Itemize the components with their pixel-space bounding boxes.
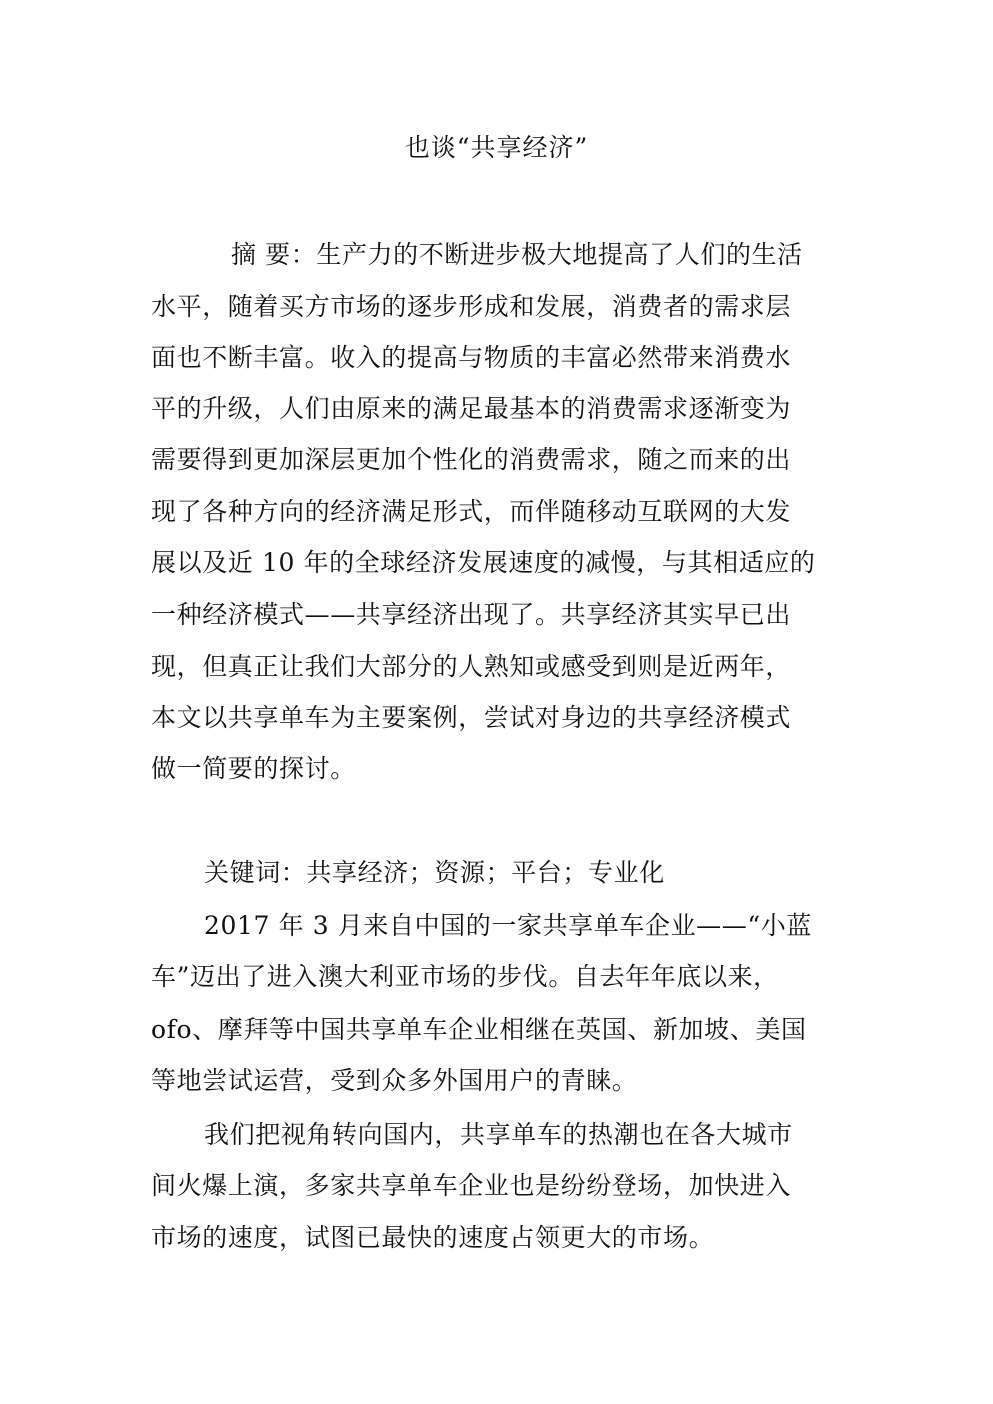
abstract-line: 现了各种方向的经济满足形式，而伴随移动互联网的大发 bbox=[151, 497, 792, 526]
abstract-line: 展以及近 10 年的全球经济发展速度的减慢，与其相适应的 bbox=[151, 548, 816, 577]
paragraph-line: 间火爆上演，多家共享单车企业也是纷纷登场，加快进入 bbox=[151, 1171, 792, 1200]
abstract-line: 水平，随着买方市场的逐步形成和发展，消费者的需求层 bbox=[151, 292, 792, 321]
abstract-line: 需要得到更加深层更加个性化的消费需求，随之而来的出 bbox=[151, 445, 792, 474]
abstract-line: 本文以共享单车为主要案例，尝试对身边的共享经济模式 bbox=[151, 703, 792, 732]
abstract-line: 平的升级，人们由原来的满足最基本的消费需求逐渐变为 bbox=[151, 394, 792, 423]
paragraph-line: 市场的速度，试图已最快的速度占领更大的市场。 bbox=[151, 1223, 715, 1252]
paragraph-line: 车”迈出了进入澳大利亚市场的步伐。自去年年底以来， bbox=[151, 962, 779, 991]
paragraph-line: 等地尝试运营，受到众多外国用户的青睐。 bbox=[151, 1066, 638, 1095]
abstract-line: 一种经济模式——共享经济出现了。共享经济其实早已出 bbox=[151, 600, 792, 629]
paragraph-line: 2017 年 3 月来自中国的一家共享单车企业——“小蓝 bbox=[204, 911, 812, 940]
abstract-line: 面也不断丰富。收入的提高与物质的丰富必然带来消费水 bbox=[151, 343, 792, 372]
abstract-line: 摘 要：生产力的不断进步极大地提高了人们的生活 bbox=[231, 240, 803, 269]
abstract-line: 现，但真正让我们大部分的人熟知或感受到则是近两年， bbox=[151, 652, 792, 681]
abstract-line: 做一简要的探讨。 bbox=[151, 754, 356, 783]
document-title: 也谈“共享经济” bbox=[404, 133, 589, 162]
paragraph-line: ofo、摩拜等中国共享单车企业相继在英国、新加坡、美国 bbox=[151, 1015, 807, 1044]
paragraph-line: 我们把视角转向国内，共享单车的热潮也在各大城市 bbox=[204, 1120, 793, 1149]
keywords-line: 关键词：共享经济；资源；平台；专业化 bbox=[204, 858, 665, 887]
